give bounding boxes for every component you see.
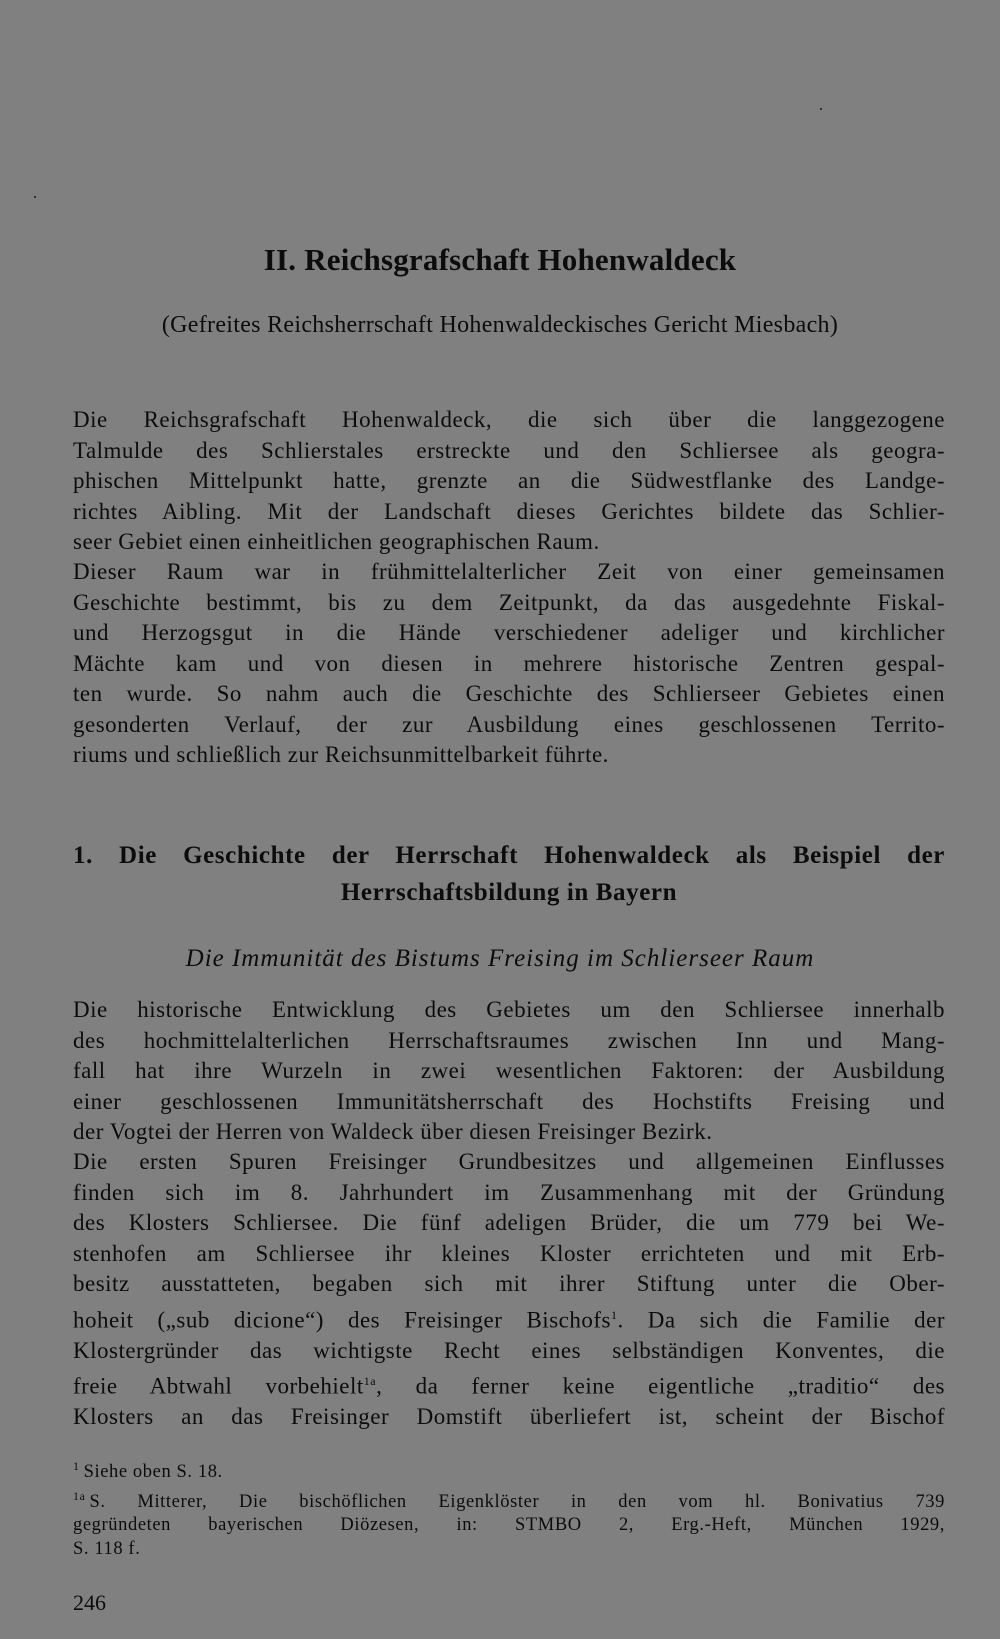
- text-segment: , da ferner keine eigentliche „traditio“ des: [376, 1373, 946, 1399]
- text-line: fall hat ihre Wurzeln in zwei wesentlichen Faktoren: der Ausbildung: [73, 1058, 945, 1083]
- intro-paragraph-1: [73, 405, 945, 558]
- subsection-heading: Die Immunität des Bistums Freising im Schlierseer Raum: [185, 945, 815, 972]
- text-line: und Herzogsgut in die Hände verschiedener adeliger und kirchlicher: [73, 620, 945, 645]
- text-line: phischen Mittelpunkt hatte, grenzte an die Südwestflanke des Landge-: [73, 468, 945, 493]
- footnote-reference[interactable]: 1a: [363, 1374, 377, 1389]
- text-line: des hochmittelalterlichen Herrschaftsraumes zwischen Inn und Mang-: [73, 1027, 945, 1053]
- page-number: 246: [73, 1590, 106, 1615]
- footnote-text: Siehe oben S. 18.: [83, 1462, 223, 1483]
- text-line: Klosters an das Freisinger Domstift überliefert ist, scheint der Bischof: [73, 1404, 945, 1430]
- text-line: Dieser Raum war in frühmittelalterlicher Zeit von einer gemeinsamen: [73, 559, 945, 584]
- chapter-title: II. Reichsgrafschaft Hohenwaldeck: [263, 242, 737, 277]
- text-line: Mächte kam und von diesen in mehrere historische Zentren gespal-: [73, 650, 945, 676]
- text-line: Die Reichsgrafschaft Hohenwaldeck, die sich über die langgezogene: [73, 407, 945, 432]
- text-line: [73, 1300, 945, 1336]
- footnote-line: [73, 1485, 945, 1515]
- text-line: seer Gebiet einen einheitlichen geographischen Raum.: [73, 529, 600, 554]
- intro-paragraph-2: [73, 557, 945, 771]
- text-line: besitz ausstatteten, begaben sich mit ihrer Stiftung unter die Ober-: [73, 1271, 945, 1296]
- footnote: [73, 1485, 945, 1562]
- text-line: Talmulde des Schlierstales erstreckte und den Schliersee als geogra-: [73, 437, 945, 463]
- footnote-marker: 1a: [73, 1488, 86, 1503]
- body-paragraph-1: [73, 995, 945, 1148]
- section-heading-line: 1. Die Geschichte der Herrschaft Hohenwaldeck als Beispiel der: [73, 842, 945, 869]
- section-heading: [73, 837, 945, 911]
- text-line: gesonderten Verlauf, der zur Ausbildung eines geschlossenen Territo-: [73, 711, 945, 737]
- footnote-line: S. 118 f.: [73, 1538, 141, 1559]
- scan-speck: [34, 196, 36, 198]
- text-line: stenhofen am Schliersee ihr kleines Kloster errichteten und mit Erb-: [73, 1240, 945, 1266]
- text-line: richtes Aibling. Mit der Landschaft dieses Gerichtes bildete das Schlier-: [73, 498, 945, 524]
- text-line: ten wurde. So nahm auch die Geschichte des Schlierseer Gebietes einen: [73, 681, 945, 706]
- footnote-line: gegründeten bayerischen Diözesen, in: STMBO 2, Erg.-Heft, München 1929,: [73, 1515, 945, 1536]
- text-line: einer geschlossenen Immunitätsherrschaft des Hochstifts Freising und: [73, 1088, 945, 1114]
- footnote-text: S. Mitterer, Die bischöflichen Eigenklöster in den vom hl. Bonivatius 739: [89, 1491, 945, 1512]
- text-line: Die ersten Spuren Freisinger Grundbesitzes und allgemeinen Einflusses: [73, 1149, 945, 1174]
- text-segment: hoheit („sub dicione“) des Freisinger Bischofs: [73, 1307, 611, 1333]
- footnote-marker: 1: [73, 1459, 80, 1473]
- text-line: [73, 1366, 945, 1402]
- text-line: Klostergründer das wichtigste Recht eines selbständigen Konventes, die: [73, 1337, 945, 1363]
- body-paragraph-2: [73, 1147, 945, 1433]
- footnote-reference[interactable]: 1: [610, 1307, 618, 1322]
- text-line: finden sich im 8. Jahrhundert im Zusammenhang mit der Gründung: [73, 1179, 945, 1205]
- footnotes: [73, 1455, 945, 1561]
- text-line: riums und schließlich zur Reichsunmittelbarkeit führte.: [73, 742, 609, 767]
- footnote: [73, 1455, 945, 1485]
- scan-speck: [820, 108, 822, 110]
- text-line: der Vogtei der Herren von Waldeck über diesen Freisinger Bezirk.: [73, 1119, 713, 1144]
- section-heading-line: Herrschaftsbildung in Bayern: [340, 879, 678, 906]
- chapter-subtitle: (Gefreites Reichsherrschaft Hohenwaldeckisches Gericht Miesbach): [161, 312, 839, 338]
- text-segment: . Da sich die Familie der: [617, 1307, 945, 1333]
- text-line: des Klosters Schliersee. Die fünf adeligen Brüder, die um 779 bei We-: [73, 1210, 945, 1235]
- text-segment: freie Abtwahl vorbehielt: [73, 1373, 364, 1399]
- text-line: Die historische Entwicklung des Gebietes um den Schliersee innerhalb: [73, 997, 945, 1022]
- text-line: Geschichte bestimmt, bis zu dem Zeitpunkt, da das ausgedehnte Fiskal-: [73, 589, 945, 615]
- footnote-line: [73, 1455, 945, 1485]
